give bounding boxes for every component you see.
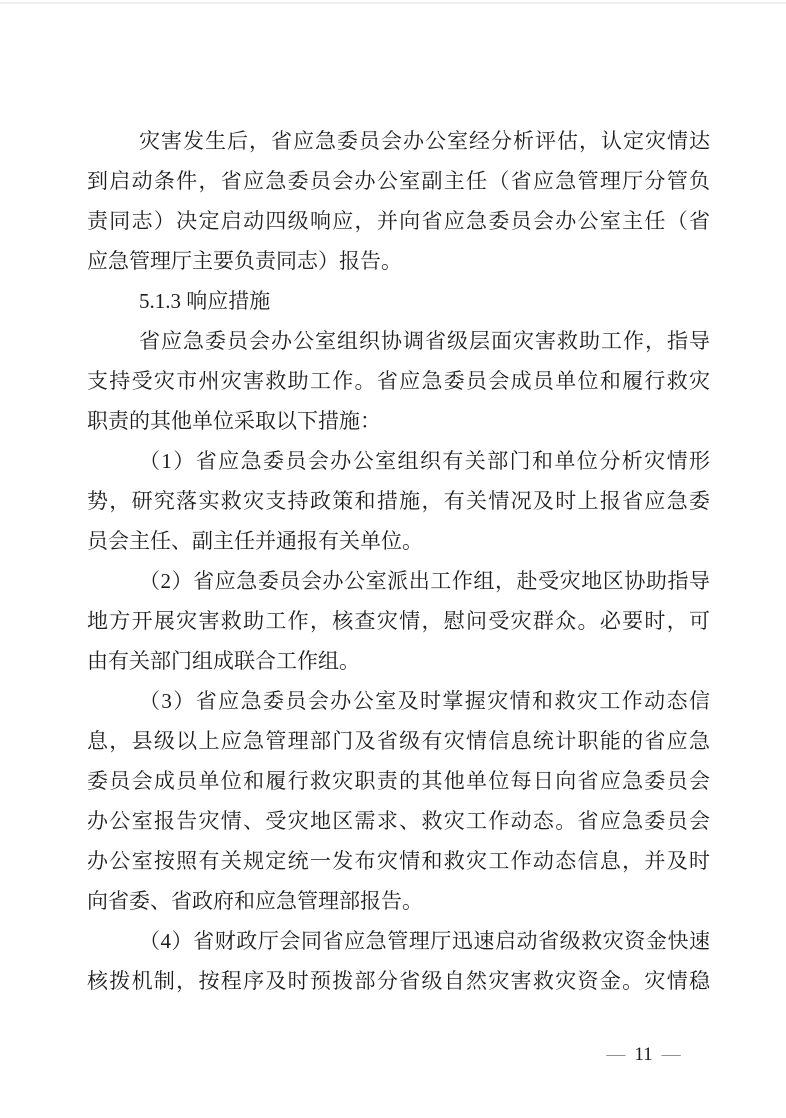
- paragraph-line: 核拨机制，按程序及时预拨部分省级自然灾害救灾资金。灾情稳: [87, 969, 710, 993]
- scan-artifact-line: [0, 2, 786, 4]
- paragraph-line: 员会主任、副主任并通报有关单位。: [87, 529, 423, 553]
- paragraph-intro: [87, 321, 710, 441]
- paragraph-line: 委员会成员单位和履行救灾职责的其他单位每日向省应急委员会: [87, 769, 710, 793]
- paragraph-line: （3）省应急委员会办公室及时掌握灾情和救灾工作动态信: [139, 689, 710, 713]
- paragraph-activation: [87, 121, 710, 281]
- paragraph-line: 办公室报告灾情、受灾地区需求、救灾工作动态。省应急委员会: [87, 809, 710, 833]
- paragraph-line: 向省委、省政府和应急管理部报告。: [87, 889, 423, 913]
- paragraph-item-3: [87, 681, 710, 921]
- paragraph-line: 势，研究落实救灾支持政策和措施，有关情况及时上报省应急委: [87, 489, 710, 513]
- paragraph-line: 灾害发生后，省应急委员会办公室经分析评估，认定灾情达: [139, 129, 710, 153]
- page-footer: [571, 1042, 716, 1068]
- paragraph-item-1: [87, 441, 710, 561]
- footer-dash-left: —: [606, 1044, 626, 1065]
- paragraph-line: 地方开展灾害救助工作，核查灾情，慰问受灾群众。必要时，可: [87, 609, 710, 633]
- section-heading-5-1-3: [87, 281, 710, 321]
- paragraph-item-2: [87, 561, 710, 681]
- paragraph-line: 办公室按照有关规定统一发布灾情和救灾工作动态信息，并及时: [87, 849, 710, 873]
- document-body: [87, 121, 710, 1001]
- page-number: 11: [634, 1044, 653, 1065]
- paragraph-line: （1）省应急委员会办公室组织有关部门和单位分析灾情形: [139, 449, 710, 473]
- footer-dash-right: —: [661, 1044, 681, 1065]
- paragraph-line: 到启动条件，省应急委员会办公室副主任（省应急管理厅分管负: [87, 169, 710, 193]
- paragraph-item-4: [87, 921, 710, 1001]
- paragraph-line: 责同志）决定启动四级响应，并向省应急委员会办公室主任（省: [87, 209, 710, 233]
- paragraph-line: 应急管理厅主要负责同志）报告。: [87, 249, 402, 273]
- paragraph-line: （4）省财政厅会同省应急管理厅迅速启动省级救灾资金快速: [139, 929, 710, 953]
- paragraph-line: 支持受灾市州灾害救助工作。省应急委员会成员单位和履行救灾: [87, 369, 710, 393]
- paragraph-line: 省应急委员会办公室组织协调省级层面灾害救助工作，指导: [139, 329, 710, 353]
- paragraph-line: 由有关部门组成联合工作组。: [87, 649, 360, 673]
- section-heading-text: 5.1.3 响应措施: [139, 289, 271, 313]
- paragraph-line: 息，县级以上应急管理部门及省级有灾情信息统计职能的省应急: [87, 729, 710, 753]
- paragraph-line: 职责的其他单位采取以下措施：: [87, 409, 381, 433]
- paragraph-line: （2）省应急委员会办公室派出工作组，赴受灾地区协助指导: [139, 569, 710, 593]
